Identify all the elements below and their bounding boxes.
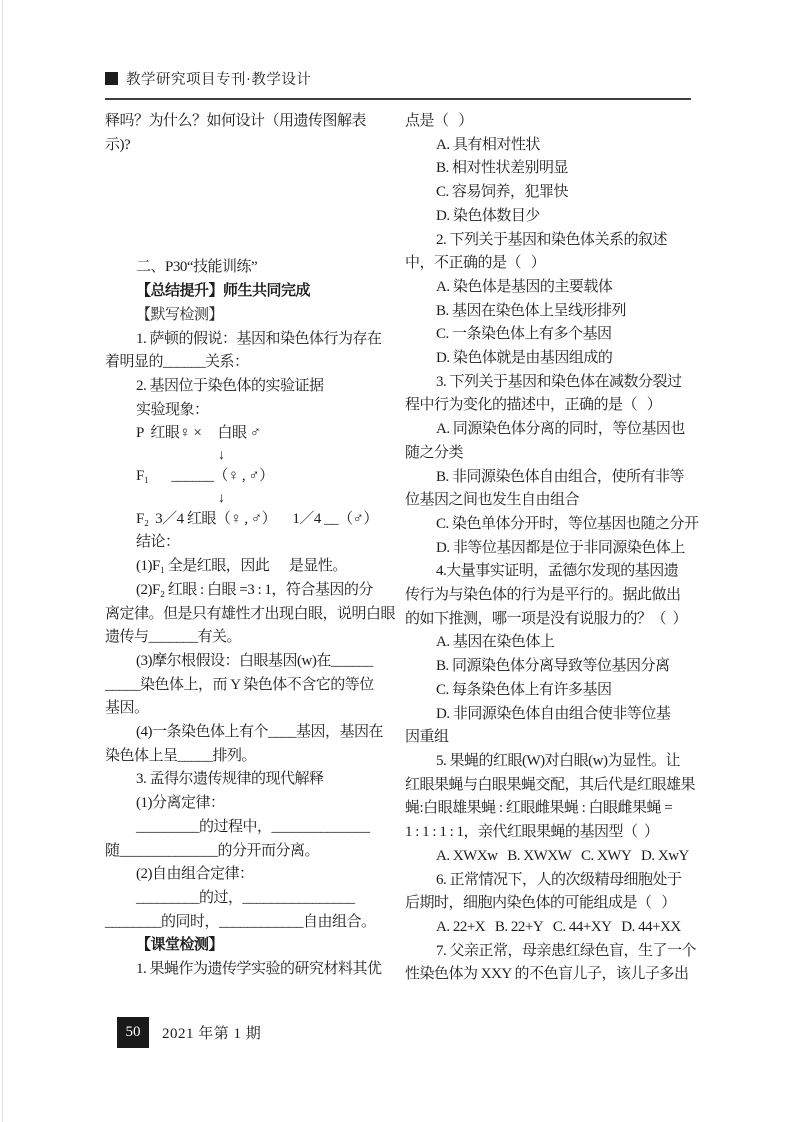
text-line: C. 每条染色体上有许多基因: [436, 681, 612, 698]
text-line: 红眼果蝇与白眼果蝇交配，其后代是红眼雄果: [405, 776, 696, 793]
text-line: ________的同时，____________自由组合。: [105, 913, 376, 930]
text-line: 结论：: [136, 534, 180, 551]
page-header: [105, 68, 691, 100]
text-line: (3)摩尔根假设：白眼基因(w)在______: [136, 652, 373, 669]
text-line: P 红眼♀ × 白眼 ♂: [136, 425, 261, 442]
section-marker-icon: [105, 72, 118, 85]
text-line: ↓: [218, 448, 225, 464]
text-line: 遗传与_______有关。: [105, 629, 242, 646]
text-line: 传行为与染色体的行为是平行的。据此做出: [405, 587, 681, 604]
text-line: 【总结提升】师生共同完成: [136, 283, 311, 300]
header-title: 教学研究项目专刊·教学设计: [126, 72, 312, 88]
page-number-badge: [117, 1017, 149, 1048]
text-line: 随______________的分开而分离。: [105, 842, 320, 859]
text-line: 基因。: [105, 700, 149, 717]
text-line: C. 一条染色体上有多个基因: [436, 326, 612, 343]
text-line: 性染色体为 XXY 的不色盲儿子，该儿子多出: [405, 966, 689, 983]
page-number: 50: [125, 1024, 141, 1040]
text-line: (2)自由组合定律：: [136, 866, 254, 883]
text-line: 5. 果蝇的红眼(W)对白眼(w)为显性。让: [436, 752, 680, 769]
text-line: 二、P30“技能训练”: [136, 259, 258, 276]
column-spacer: [105, 157, 387, 256]
text-line: D. 染色体就是由基因组成的: [436, 350, 613, 367]
text-line: 【默写检测】: [136, 306, 224, 323]
text-line: 蝇:白眼雄果蝇 : 红眼雌果蝇 : 白眼雌果蝇 =: [405, 800, 673, 817]
left-text-column: [105, 110, 396, 982]
text-line: 6. 正常情况下，人的次级精母细胞处于: [436, 871, 682, 888]
scan-edge-line: [2, 0, 3, 1122]
text-line: D. 非同源染色体自由组合使非等位基: [436, 705, 671, 722]
text-line: 离定律。但是只有雄性才出现白眼，说明白眼: [105, 605, 396, 622]
text-line: 4.大量事实证明，孟德尔发现的基因遗: [436, 563, 679, 580]
text-line: 中，不正确的是（ ）: [405, 255, 546, 272]
text-line: C. 染色单体分开时，等位基因也随之分开: [436, 515, 699, 532]
text-line: 【课堂检测】: [136, 937, 224, 954]
text-line: _____染色体上，而 Y 染色体不含它的等位: [105, 676, 374, 693]
text-line: 点是（ ）: [405, 113, 473, 129]
page-footer: [117, 1017, 261, 1048]
text-line: F₂ 3／4 红眼（♀ , ♂） 1／4 __（♂）: [136, 510, 378, 527]
text-line: 示)?: [105, 136, 131, 153]
text-line: D. 非等位基因都是位于非同源染色体上: [436, 539, 685, 556]
right-text-column: [405, 110, 699, 987]
text-line: (1)分离定律：: [136, 795, 225, 812]
text-line: B. 同源染色体分离导致等位基因分离: [436, 658, 670, 675]
text-line: C. 容易饲养，犯罪快: [436, 184, 569, 201]
text-line: 3. 孟得尔遗传规律的现代解释: [136, 771, 324, 788]
text-line: B. 基因在染色体上呈线形排列: [436, 302, 627, 319]
text-line: A. 染色体是基因的主要载体: [436, 278, 613, 295]
text-line: 因重组: [405, 729, 449, 746]
text-line: 染色体上呈_____排列。: [105, 747, 257, 764]
text-line: A. 基因在染色体上: [436, 634, 555, 651]
text-line: A. 具有相对性状: [436, 136, 540, 153]
text-line: 2. 基因位于染色体的实验证据: [136, 377, 324, 394]
text-line: 1. 果蝇作为遗传学实验的研究材料其优: [136, 961, 382, 978]
text-line: 的如下推测，哪一项是没有说服力的？（ ）: [405, 610, 688, 627]
text-line: 实验现象：: [136, 401, 209, 418]
text-line: 7. 父亲正常，母亲患红绿色盲，生了一个: [436, 942, 697, 959]
text-line: 1 : 1 : 1 : 1，亲代红眼果蝇的基因型（ ）: [405, 824, 659, 841]
text-line: 着明显的______关系：: [105, 354, 249, 371]
text-line: D. 染色体数目少: [436, 207, 540, 224]
text-line: 释吗？为什么？如何设计（用遗传图解表: [105, 113, 367, 129]
text-line: A. 22+X B. 22+Y C. 44+XY D. 44+XX: [436, 918, 681, 935]
text-line: 2. 下列关于基因和染色体关系的叙述: [436, 231, 668, 248]
text-line: (1)F₁ 全是红眼，因此 是显性。: [136, 558, 347, 575]
text-line: F₁ ______（♀ , ♂）: [136, 468, 274, 485]
text-line: 程中行为变化的描述中，正确的是（ ）: [405, 397, 662, 414]
text-line: ↓: [218, 490, 225, 506]
text-line: 后期时，细胞内染色体的可能组成是（ ）: [405, 895, 676, 912]
text-line: (2)F₂ 红眼 : 白眼 =3 : 1，符合基因的分: [136, 581, 373, 598]
text-line: A. XWXw B. XWXW C. XWY D. XwY: [436, 847, 689, 864]
text-line: 随之分类: [405, 444, 464, 461]
text-line: B. 相对性状差别明显: [436, 160, 569, 177]
text-line: 1. 萨顿的假说：基因和染色体行为存在: [136, 330, 382, 347]
text-line: A. 同源染色体分离的同时，等位基因也: [436, 421, 685, 438]
text-line: _________的过，________________: [136, 889, 355, 906]
issue-label: 2021 年第 1 期: [162, 1026, 262, 1042]
text-line: 位基因之间也发生自由组合: [405, 492, 580, 509]
text-line: (4)一条染色体上有个____基因，基因在: [136, 724, 383, 741]
text-line: B. 非同源染色体自由组合，使所有非等: [436, 468, 685, 485]
text-line: 3. 下列关于基因和染色体在减数分裂过: [436, 373, 682, 390]
text-line: _________的过程中，______________: [136, 818, 370, 835]
